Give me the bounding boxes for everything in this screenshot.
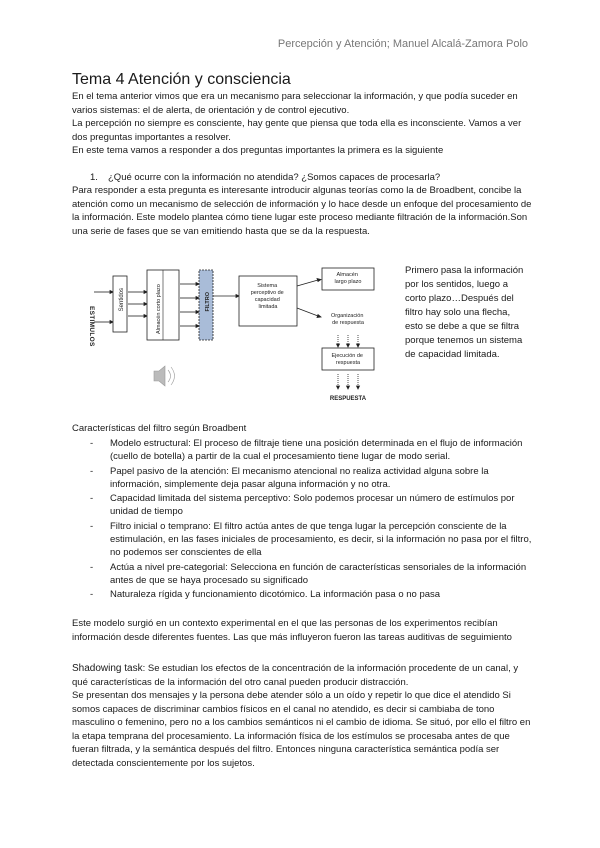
dotted-arrows-1 xyxy=(337,335,360,347)
list-item: - Capacidad limitada del sistema perceptivo: Solo podemos procesar un número de estímulos por unidad de tiempo xyxy=(90,493,515,518)
sistema-arrows xyxy=(297,279,321,318)
diagram-ejecucion-label: Ejecución de respuesta xyxy=(331,353,363,366)
shadowing-lead xyxy=(72,662,532,689)
speaker-icon xyxy=(154,366,175,386)
list-item: - Modelo estructural: El proceso de filtraje tiene una posición determinada en el flujo de información (cuello de botella) a partir de la cual el procesamiento tiene lugar de modo serial. xyxy=(90,438,523,463)
input-arrows xyxy=(94,291,113,324)
list-item: - Papel pasivo de la atención: El mecanismo atencional no realiza actividad alguna sobre la información, simplemente deja pasar alguna información y no otra. xyxy=(90,465,489,490)
diagram-almacen-largo-label: Almacén largo plazo xyxy=(334,272,362,285)
question-text: ¿Qué ocurre con la información no atendida? ¿Somos capaces de procesarla? xyxy=(108,172,441,183)
page-header: Percepción y Atención; Manuel Alcalá-Zamora Polo xyxy=(277,38,528,50)
model-paragraph: Este modelo surgió en un contexto experimental en el que las personas de los experimentos recibían información desde diferentes fuentes. Las que más influyeron fueron las tareas auditivas de seguimiento xyxy=(72,618,512,643)
intro-paragraph xyxy=(72,90,532,158)
intro-line: En el tema anterior vimos que era un mecanismo para seleccionar la información, y que podía suceder en varios sistemas: el de alerta, de orientación y de control ejecutivo. xyxy=(72,91,518,116)
answer-paragraph: Para responder a esta pregunta es interesante introducir algunas teorías como la de Broadbent, concibe la atención como un mecanismo de selección de información y lo hace desde un enfoque del procesamiento de la información. Este modelo plantea cómo tiene lugar este proceso mediante filtración de la información.Son una serie de fases que se van emitiendo hasta que se da la respuesta. xyxy=(72,185,532,237)
filtro-arrow xyxy=(213,295,239,298)
characteristics-list xyxy=(72,437,532,603)
list-item-text: Naturaleza rígida y funcionamiento dicotómico. La información pasa o no pasa xyxy=(110,589,441,601)
dotted-arrows-2 xyxy=(337,374,360,389)
question-item xyxy=(90,172,440,183)
diagram-almacen-corto-label: Almacén corto plazo xyxy=(156,284,162,334)
intro-line: La percepción no siempre es consciente, hay gente que piensa que toda ella es inconsciente. Vamos a ver dos preguntas importantes a resolver. xyxy=(72,118,522,143)
ejecucion-box xyxy=(322,348,374,370)
broadbent-diagram xyxy=(80,262,390,412)
diagram-organizacion-label: Organización de respuesta xyxy=(331,313,364,326)
list-item: - Naturaleza rígida y funcionamiento dicotómico. La información pasa o no pasa xyxy=(90,589,441,601)
list-item: - Filtro inicial o temprano: El filtro actúa antes de que tenga lugar la percepción consciente de la estimulación, en las fases iniciales de procesamiento, es decir, si la información no pasa por el filtro, no podemos ser conscientes de ella xyxy=(90,520,532,559)
diagram-respuesta-label: RESPUESTA xyxy=(329,396,367,402)
shadowing-lead-text: : Se estudian los efectos de la concentración de la información procedente de un canal, y qué características de la información del otro canal pueden producir distracción. xyxy=(72,663,519,688)
diagram-filtro-label: FILTRO xyxy=(205,292,211,312)
list-item-text: Filtro inicial o temprano: El filtro actúa antes de que tenga lugar la percepción consciente de la estimulación, en las fases iniciales de procesamiento, es decir, si la información no pasa por el filtro, no podemos ser conscientes de ella xyxy=(110,520,532,559)
diagram-side-text: Primero pasa la información por los sentidos, luego a corto plazo…Después del filtro hay solo una flecha, esto se debe a que se filtra porque tenemos un sistema de capacidad limitada. xyxy=(405,265,524,360)
characteristics-title: Características del filtro según Broadbent xyxy=(72,423,247,434)
diagram-sistema-label: Sistema perceptivo de capacidad limitada xyxy=(250,283,284,310)
corto-arrows xyxy=(180,283,199,328)
shadowing-paragraph xyxy=(72,662,532,770)
intro-line: En este tema vamos a responder a dos preguntas importantes la primera es la siguiente xyxy=(72,145,444,156)
shadowing-label: Shadowing task xyxy=(72,663,143,674)
page-title: Tema 4 Atención y consciencia xyxy=(72,71,291,88)
list-item-text: Modelo estructural: El proceso de filtraje tiene una posición determinada en el flujo de información (cuello de botella) a partir de la cual el procesamiento tiene lugar de modo serial. xyxy=(110,438,523,463)
list-item-text: Papel pasivo de la atención: El mecanismo atencional no realiza actividad alguna sobre la información, simplemente deja pasar alguna información y no otra. xyxy=(110,465,489,490)
question-number: 1. xyxy=(90,172,98,183)
list-item: - Actúa a nivel pre-categorial: Selecciona en función de características sensoriales de la información antes de que se haya procesado su significado xyxy=(90,561,527,586)
sentidos-arrows xyxy=(128,291,147,318)
list-item-text: Capacidad limitada del sistema perceptivo: Solo podemos procesar un número de estímulos por unidad de tiempo xyxy=(110,493,515,518)
shadowing-body: Se presentan dos mensajes y la persona debe atender sólo a un oído y repetir lo que dice el atendido Si somos capaces de discriminar cambios físicos en el canal no atendido, es decir si cambiaba de tono masculino o femenino, pero no a los cambios semánticos ni el cambio de idioma. Se situó, por ello el filtro en la etapa temprana del procesamiento. La información física de los estímulos se procesaba antes de que fueran filtrada, y la semántica después del filtro. Entonces ninguna característica semántica podía ser detectada conscientemente por los sujetos. xyxy=(72,690,531,769)
diagram-estimulos-label: ESTIMULOS xyxy=(88,306,95,347)
diagram-sentidos-label: Sentidos xyxy=(119,288,125,312)
list-item-text: Actúa a nivel pre-categorial: Selecciona en función de características sensoriales de la información antes de que se haya procesado su significado xyxy=(110,561,527,586)
